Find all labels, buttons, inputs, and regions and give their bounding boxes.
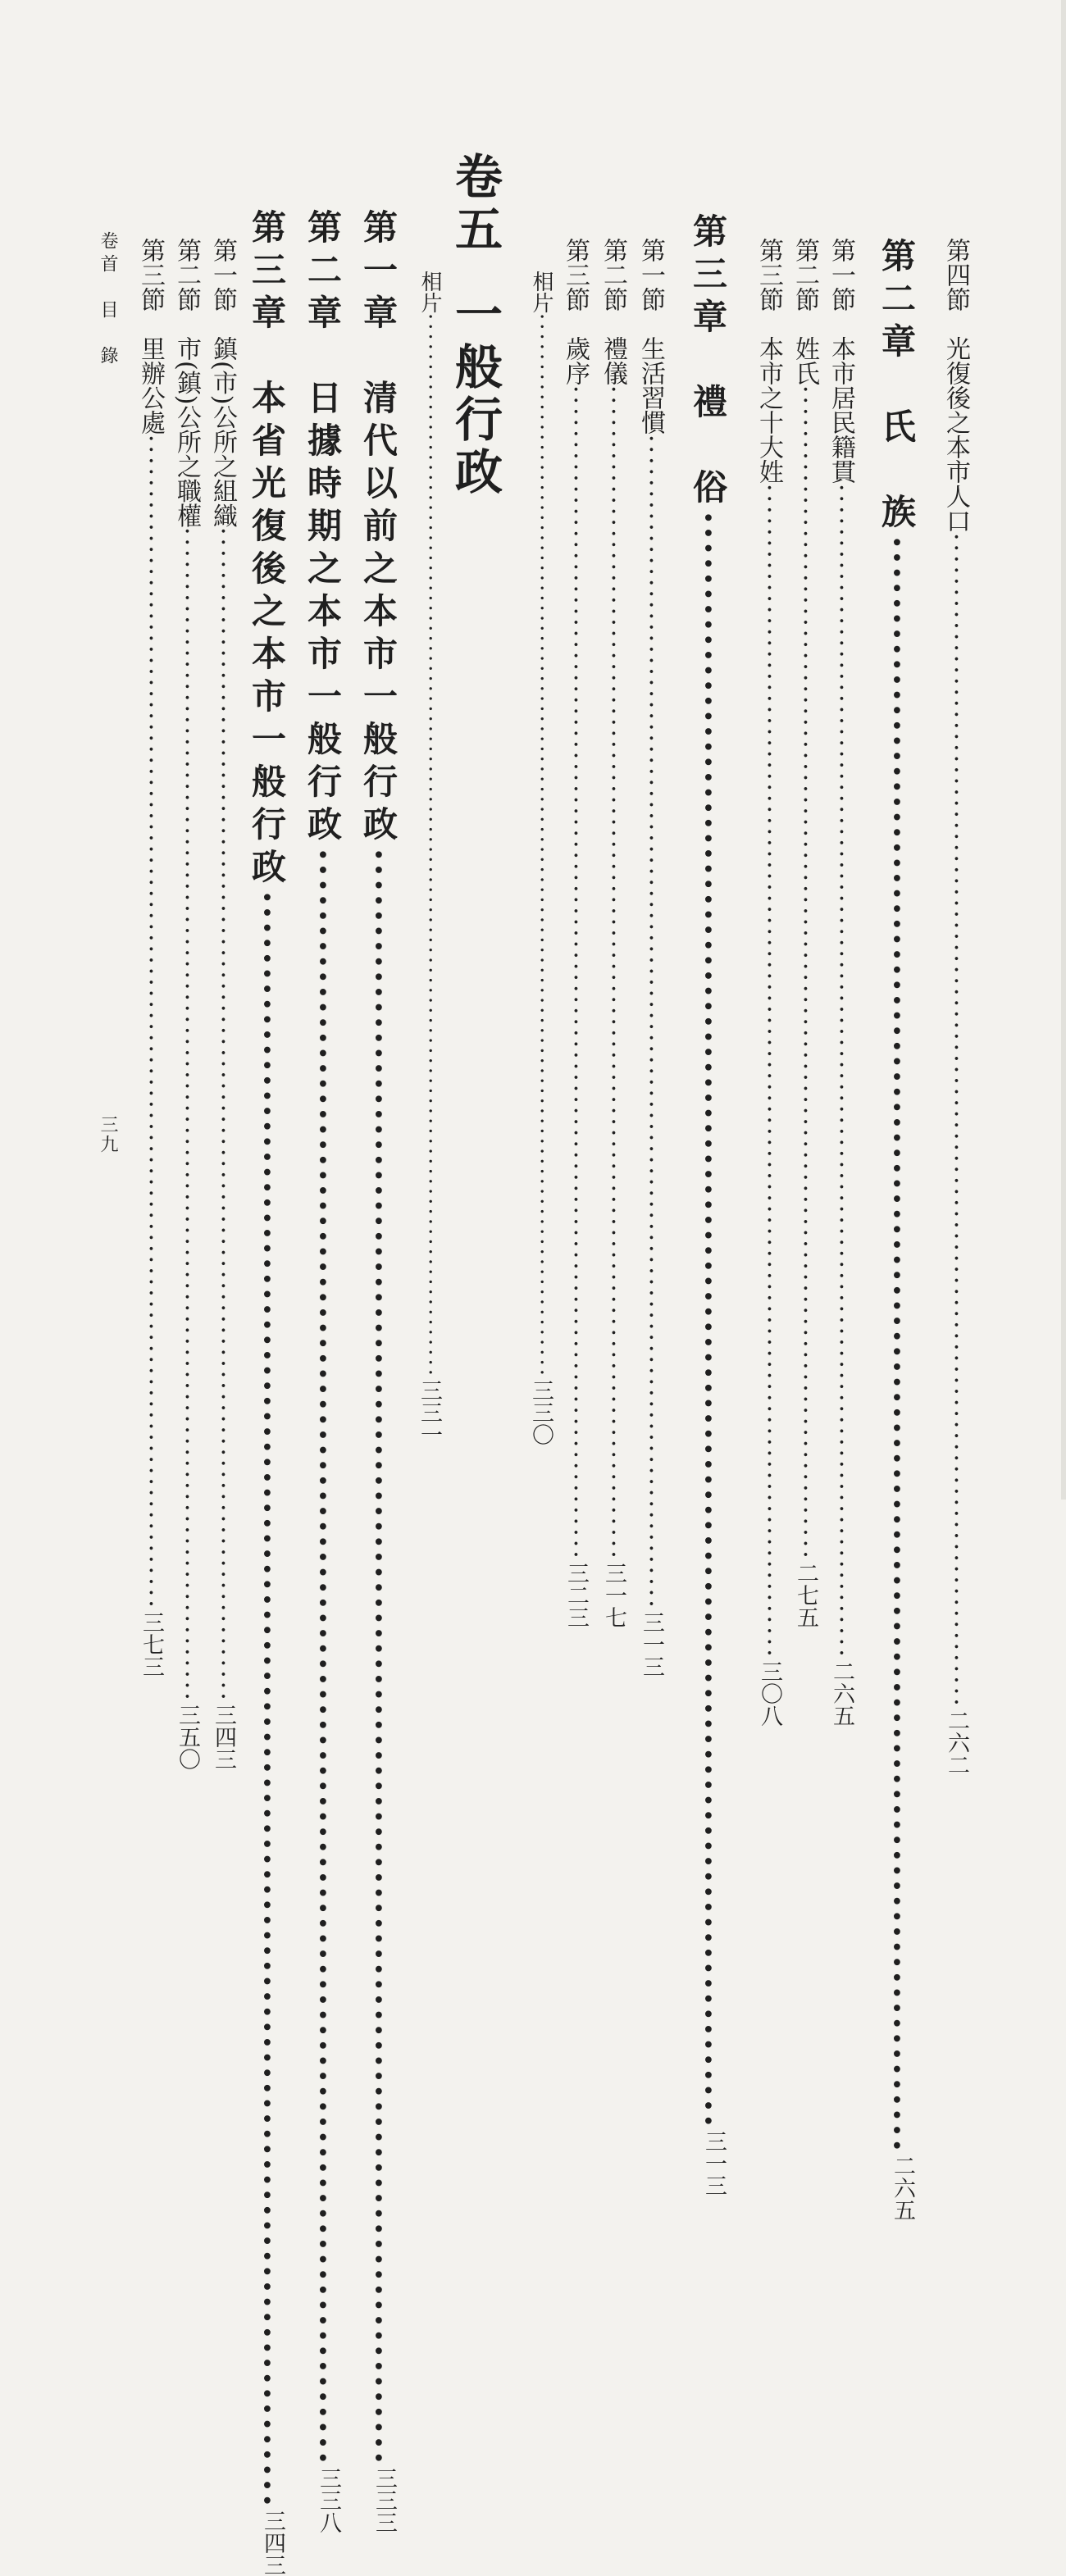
entry-heading: 第四節 光復後之本市人口 ····· (943, 238, 968, 1709)
page-number: 三四三 (260, 2509, 285, 2576)
entry-heading: 第二章 日據時期之本市一般行政 ····· (305, 209, 339, 2467)
entry-heading: 第二節 市(鎮)公所之職權 ····· (174, 238, 198, 1704)
page-number: 三七三 (139, 1610, 164, 1677)
page-edge (1061, 0, 1066, 1500)
entry-heading: 第三章 本省光復後之本市一般行政 ····· (249, 209, 284, 2510)
page-number: 三三一 (417, 1379, 442, 1446)
entry-heading: 第一節 鎮(市)公所之組織 ····· (210, 238, 235, 1704)
toc-entry[interactable] (790, 238, 819, 1628)
entry-heading: 第二節 姓氏 ····· (792, 238, 817, 1562)
volume-title (447, 152, 503, 499)
toc-entry[interactable] (172, 238, 201, 1771)
entry-heading: 第三節 里辦公處 ····· (138, 238, 162, 1611)
entry-heading: 第一節 生活習慣 ····· (638, 238, 663, 1611)
entry-heading: 第三節 本市之十大姓 ····· (756, 238, 781, 1660)
page-number: 三三〇 (528, 1379, 554, 1446)
page-number: 二七五 (793, 1561, 818, 1628)
page-number: 二六五 (829, 1659, 854, 1727)
toc-entry[interactable] (754, 238, 783, 1727)
page-number: 三一三 (701, 2129, 727, 2196)
page-number: 三三三 (371, 2466, 397, 2533)
toc-entry[interactable] (636, 238, 665, 1677)
entry-heading: 第一章 清代以前之本市一般行政 ····· (361, 209, 395, 2467)
page-number: 三一三 (639, 1610, 664, 1677)
toc-entry[interactable] (561, 238, 590, 1628)
page-number: 三三八 (316, 2466, 341, 2533)
toc-entry[interactable] (136, 238, 165, 1677)
page-number: 三四三 (211, 1704, 236, 1771)
page-number: 三〇八 (757, 1659, 782, 1727)
entry-heading: 相片 ····· (530, 271, 552, 1379)
page-folio: 三九 (98, 1115, 118, 1154)
toc-entry[interactable] (358, 209, 399, 2533)
toc-entry[interactable] (941, 238, 970, 1776)
page-number: 三一七 (601, 1561, 626, 1628)
toc-entry[interactable] (528, 271, 554, 1446)
toc-entry[interactable] (208, 238, 237, 1771)
running-head: 卷首 目 錄 (98, 231, 118, 369)
toc-entry[interactable] (599, 238, 627, 1628)
entry-heading: 相片 ····· (418, 271, 440, 1379)
entry-heading: 第二章 氏 族 ····· (879, 238, 913, 2155)
entry-heading: 第一節 本市居民籍貫 ····· (828, 238, 853, 1660)
page-number: 三五〇 (175, 1704, 200, 1771)
entry-heading: 第三節 歲序 ····· (563, 238, 587, 1562)
toc-entry[interactable] (688, 213, 728, 2196)
toc-entry[interactable] (417, 271, 442, 1446)
volume-name: 一般行政 (447, 289, 503, 499)
toc-entry[interactable] (247, 209, 287, 2576)
volume-label: 卷五 (447, 152, 503, 257)
entry-heading: 第三章 禮 俗 ····· (690, 213, 725, 2130)
toc-entry[interactable] (827, 238, 855, 1727)
entry-heading: 第二節 禮儀 ····· (600, 238, 625, 1562)
toc-entry[interactable] (303, 209, 343, 2533)
page-number: 二六二 (944, 1709, 969, 1776)
page-number: 二六五 (890, 2154, 915, 2221)
toc-entry[interactable] (877, 238, 917, 2221)
page-number: 三二三 (563, 1561, 589, 1628)
